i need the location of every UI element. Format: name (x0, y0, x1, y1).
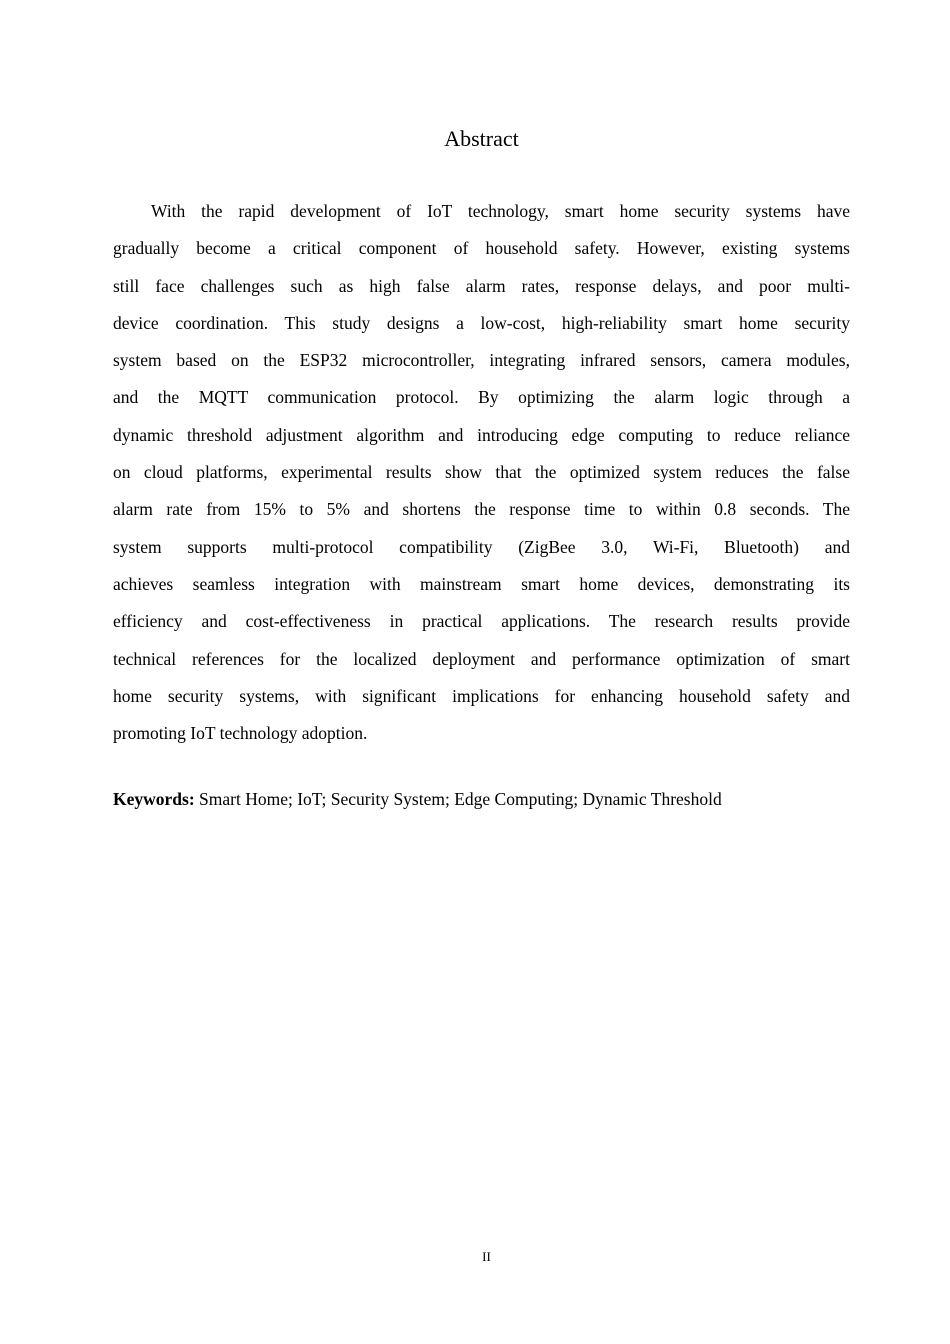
abstract-body (113, 199, 850, 758)
abstract-line: alarm rate from 15% to 5% and shortens the response time to within 0.8 seconds. The (113, 499, 850, 520)
page-number: II (482, 1249, 491, 1264)
abstract-line: gradually become a critical component of household safety. However, existing systems (113, 238, 850, 259)
keywords-text: Smart Home; IoT; Security System; Edge Computing; Dynamic Threshold (194, 789, 722, 809)
abstract-line: on cloud platforms, experimental results show that the optimized system reduces the false (113, 462, 850, 483)
abstract-line: system based on the ESP32 microcontroller, integrating infrared sensors, camera modules, (113, 350, 850, 371)
abstract-line: technical references for the localized deployment and performance optimization of smart (113, 648, 850, 669)
abstract-line: With the rapid development of IoT technology, smart home security systems have (151, 201, 850, 221)
keywords-label: Keywords: (113, 789, 195, 809)
abstract-line: home security systems, with significant implications for enhancing household safety and (113, 685, 850, 706)
abstract-title: Abstract (444, 126, 519, 151)
abstract-line: dynamic threshold adjustment algorithm and introducing edge computing to reduce reliance (113, 424, 850, 445)
abstract-line: system supports multi-protocol compatibility (ZigBee 3.0, Wi-Fi, Bluetooth) and (113, 536, 850, 557)
abstract-line: still face challenges such as high false alarm rates, response delays, and poor multi- (113, 275, 850, 296)
abstract-line: achieves seamless integration with mainstream smart home devices, demonstrating its (113, 573, 850, 594)
abstract-line: efficiency and cost-effectiveness in practical applications. The research results provide (113, 611, 850, 632)
abstract-line: promoting IoT technology adoption. (113, 723, 368, 744)
abstract-line: and the MQTT communication protocol. By optimizing the alarm logic through a (113, 387, 850, 408)
abstract-line: device coordination. This study designs a low-cost, high-reliability smart home security (113, 312, 850, 333)
keywords (113, 787, 722, 811)
